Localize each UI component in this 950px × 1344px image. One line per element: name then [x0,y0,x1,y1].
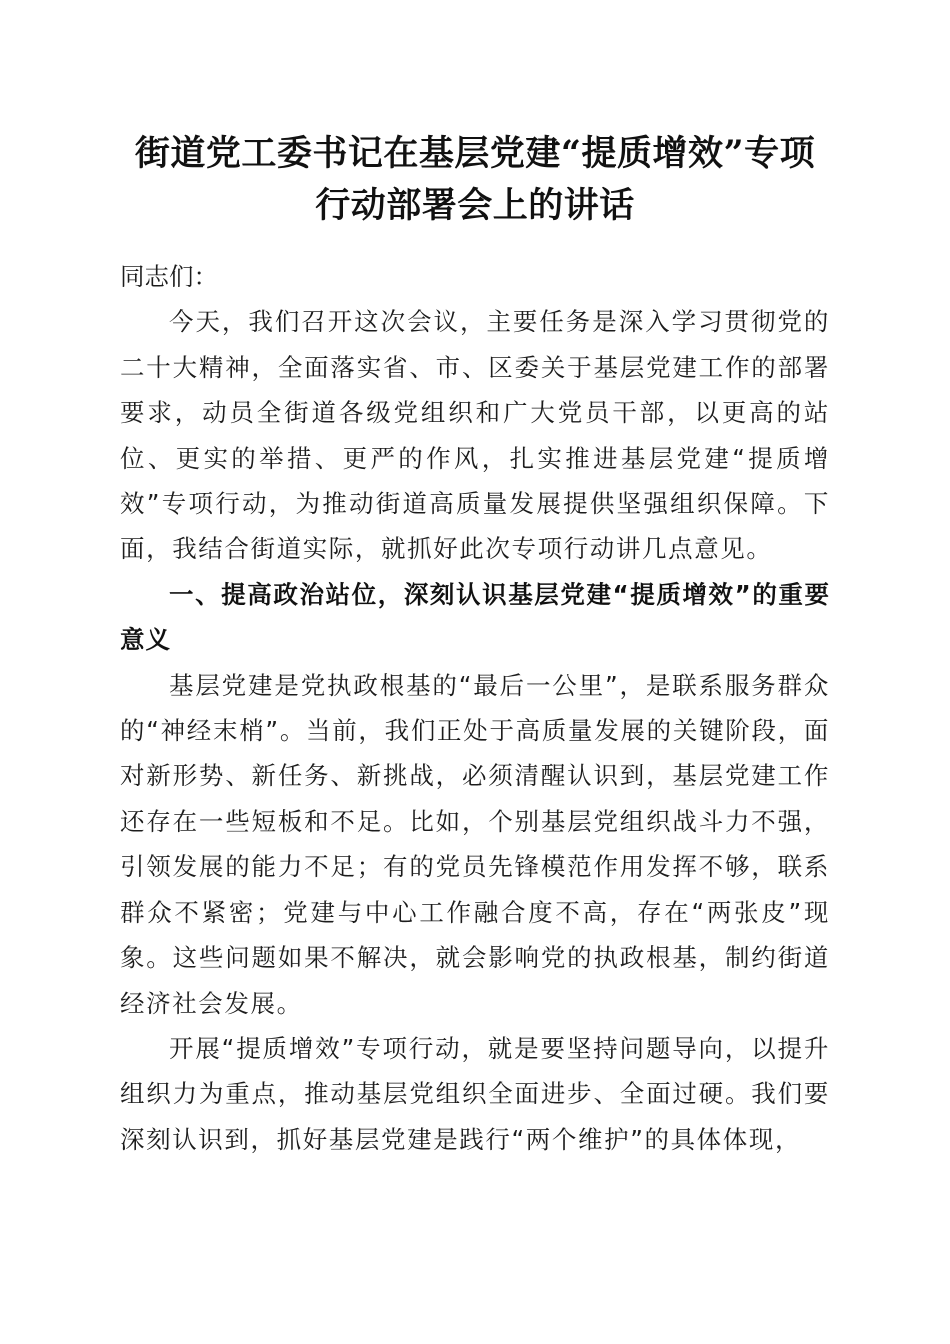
section-1-paragraph-1: 基层党建是党执政根基的“最后一公里”，是联系服务群众的“神经末梢”。当前，我们正处于高质量发展的关键阶段，面对新形势、新任务、新挑战，必须清醒认识到，基层党建工作还存在一些短板和不足。比如，个别基层党组织战斗力不强，引领发展的能力不足；有的党员先锋模范作用发挥不够，联系群众不紧密；党建与中心工作融合度不高，存在“两张皮”现象。这些问题如果不解决，就会影响党的执政根基，制约街道经济社会发展。 [120,670,830,1018]
section-1-paragraph-2: 开展“提质增效”专项行动，就是要坚持问题导向，以提升组织力为重点，推动基层党组织全面进步、全面过硬。我们要深刻认识到，抓好基层党建是践行“两个维护”的具体体现， [120,1033,830,1154]
salutation: 同志们： [120,262,218,291]
document-body [120,254,830,1162]
section-1-heading: 一、提高政治站位，深刻认识基层党建“提质增效”的重要意义 [120,579,830,655]
title-line-2: 行动部署会上的讲话 [315,185,635,226]
document-title [100,128,850,232]
intro-paragraph: 今天，我们召开这次会议，主要任务是深入学习贯彻党的二十大精神，全面落实省、市、区委关于基层党建工作的部署要求，动员全街道各级党组织和广大党员干部，以更高的站位、更实的举措、更严的作风，扎实推进基层党建“提质增效”专项行动，为推动街道高质量发展提供坚强组织保障。下面，我结合街道实际，就抓好此次专项行动讲几点意见。 [120,307,830,564]
title-line-1: 街道党工委书记在基层党建“提质增效”专项 [134,133,816,174]
